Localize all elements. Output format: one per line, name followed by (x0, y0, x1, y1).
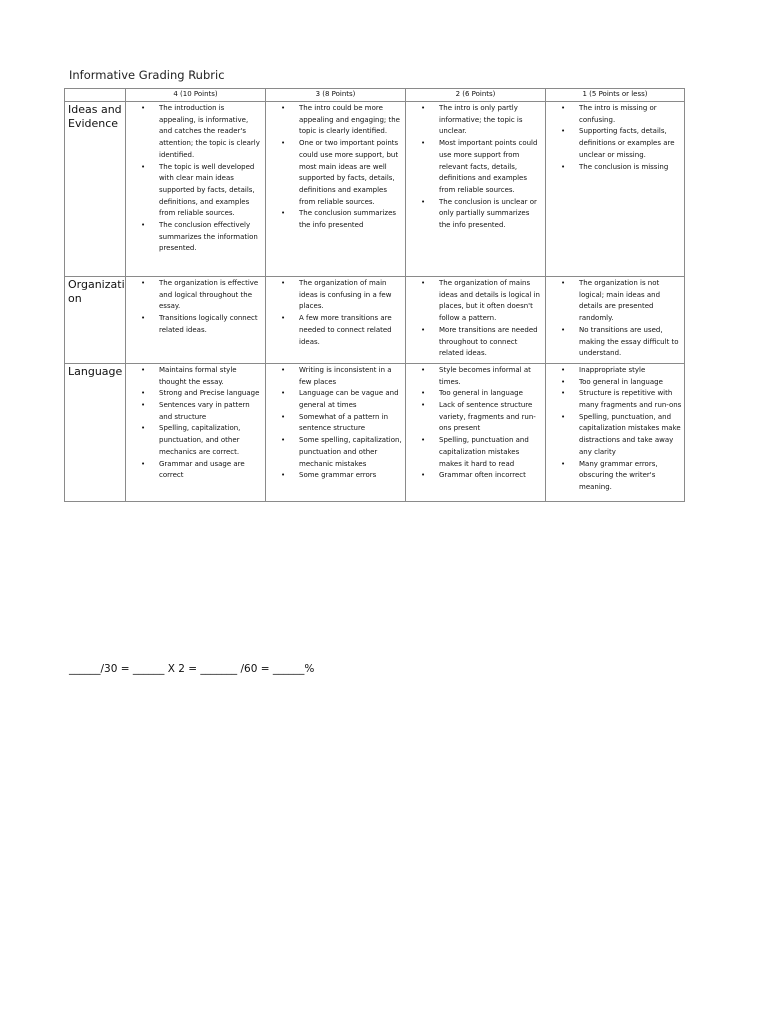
criteria-list (126, 365, 263, 482)
header-cell-2-points: 2 (6 Points) (406, 89, 546, 102)
criteria-item: • The organization is effective and logical throughout the essay. (159, 278, 263, 313)
rubric-cell (266, 363, 406, 501)
rubric-cell (406, 102, 546, 277)
rubric-cell (546, 363, 685, 501)
rubric-cell (406, 277, 546, 364)
rubric-cell (406, 363, 546, 501)
criteria-list (266, 365, 403, 482)
criteria-item: • A few more transitions are needed to connect related ideas. (299, 313, 403, 348)
criteria-item: • Too general in language (439, 388, 543, 400)
criteria-list (546, 365, 682, 494)
criteria-item: • The organization of mains ideas and details is logical in places, but it often doesn't follow a pattern. (439, 278, 543, 325)
criteria-item: • Style becomes informal at times. (439, 365, 543, 388)
rubric-row-organization (65, 277, 685, 364)
criteria-item: • The intro is missing or confusing. (579, 103, 682, 126)
criteria-item: • Writing is inconsistent in a few places (299, 365, 403, 388)
criteria-item: • Inappropriate style (579, 365, 682, 377)
criteria-item: • Somewhat of a pattern in sentence structure (299, 412, 403, 435)
row-label: Ideas and Evidence (65, 102, 126, 277)
rubric-cell (126, 277, 266, 364)
criteria-item: • No transitions are used, making the essay difficult to understand. (579, 325, 682, 360)
criteria-list (546, 278, 682, 360)
criteria-item: • Structure is repetitive with many fragments and run-ons (579, 388, 682, 411)
rubric-cell (266, 102, 406, 277)
criteria-item: • Strong and Precise language (159, 388, 263, 400)
header-cell-blank (65, 89, 126, 102)
criteria-item: • The organization is not logical; main ideas and details are presented randomly. (579, 278, 682, 325)
rubric-cell (126, 363, 266, 501)
rubric-table (64, 88, 685, 502)
criteria-list (406, 278, 543, 360)
criteria-list (406, 103, 543, 232)
criteria-item: • Too general in language (579, 377, 682, 389)
criteria-list (126, 278, 263, 337)
rubric-cell (546, 102, 685, 277)
rubric-body (65, 102, 685, 502)
criteria-item: • The organization of main ideas is confusing in a few places. (299, 278, 403, 313)
criteria-item: • Spelling, capitalization, punctuation, and other mechanics are correct. (159, 423, 263, 458)
criteria-item: • Some grammar errors (299, 470, 403, 482)
criteria-item: • Spelling, punctuation, and capitalization mistakes make distractions and take away any clarity (579, 412, 682, 459)
criteria-item: • The conclusion effectively summarizes the information presented. (159, 220, 263, 255)
row-label: Organization (65, 277, 126, 364)
row-label: Language (65, 363, 126, 501)
criteria-item: • Lack of sentence structure variety, fragments and run-ons present (439, 400, 543, 435)
criteria-item: • The conclusion is unclear or only partially summarizes the info presented. (439, 197, 543, 232)
page-title: Informative Grading Rubric (69, 68, 225, 82)
criteria-list (406, 365, 543, 482)
header-row (65, 89, 685, 102)
criteria-list (546, 103, 682, 173)
criteria-item: • The introduction is appealing, is informative, and catches the reader's attention; the topic is clearly identified. (159, 103, 263, 162)
criteria-item: • The conclusion summarizes the info presented (299, 208, 403, 231)
criteria-item: • Grammar and usage are correct (159, 459, 263, 482)
header-cell-3-points: 3 (8 Points) (266, 89, 406, 102)
criteria-item: • Supporting facts, details, definitions or examples are unclear or missing. (579, 126, 682, 161)
criteria-list (266, 278, 403, 348)
criteria-item: • Sentences vary in pattern and structure (159, 400, 263, 423)
criteria-item: • Transitions logically connect related ideas. (159, 313, 263, 336)
criteria-item: • Language can be vague and general at times (299, 388, 403, 411)
rubric-row-language (65, 363, 685, 501)
criteria-item: • The conclusion is missing (579, 162, 682, 174)
criteria-item: • The intro could be more appealing and engaging; the topic is clearly identified. (299, 103, 403, 138)
header-cell-1-points: 1 (5 Points or less) (546, 89, 685, 102)
criteria-item: • One or two important points could use more support, but most main ideas are well supported by facts, details, definitions and examples from reliable sources. (299, 138, 403, 208)
criteria-list (266, 103, 403, 232)
criteria-item: • Grammar often incorrect (439, 470, 543, 482)
criteria-item: • Most important points could use more support from relevant facts, details, definitions and examples from reliable sources. (439, 138, 543, 197)
rubric-cell (126, 102, 266, 277)
criteria-item: • The intro is only partly informative; the topic is unclear. (439, 103, 543, 138)
criteria-item: • Some spelling, capitalization, punctuation and other mechanic mistakes (299, 435, 403, 470)
header-cell-4-points: 4 (10 Points) (126, 89, 266, 102)
rubric-cell (266, 277, 406, 364)
rubric-cell (546, 277, 685, 364)
criteria-item: • More transitions are needed throughout to connect related ideas. (439, 325, 543, 360)
score-formula: ______/30 = ______ X 2 = _______ /60 = ______% (69, 663, 315, 675)
criteria-item: • Maintains formal style thought the essay. (159, 365, 263, 388)
criteria-item: • Spelling, punctuation and capitalization mistakes makes it hard to read (439, 435, 543, 470)
criteria-list (126, 103, 263, 255)
criteria-item: • The topic is well developed with clear main ideas supported by facts, details, definitions, and examples from reliable sources. (159, 162, 263, 221)
criteria-item: • Many grammar errors, obscuring the writer's meaning. (579, 459, 682, 494)
rubric-row-ideas-and-evidence (65, 102, 685, 277)
